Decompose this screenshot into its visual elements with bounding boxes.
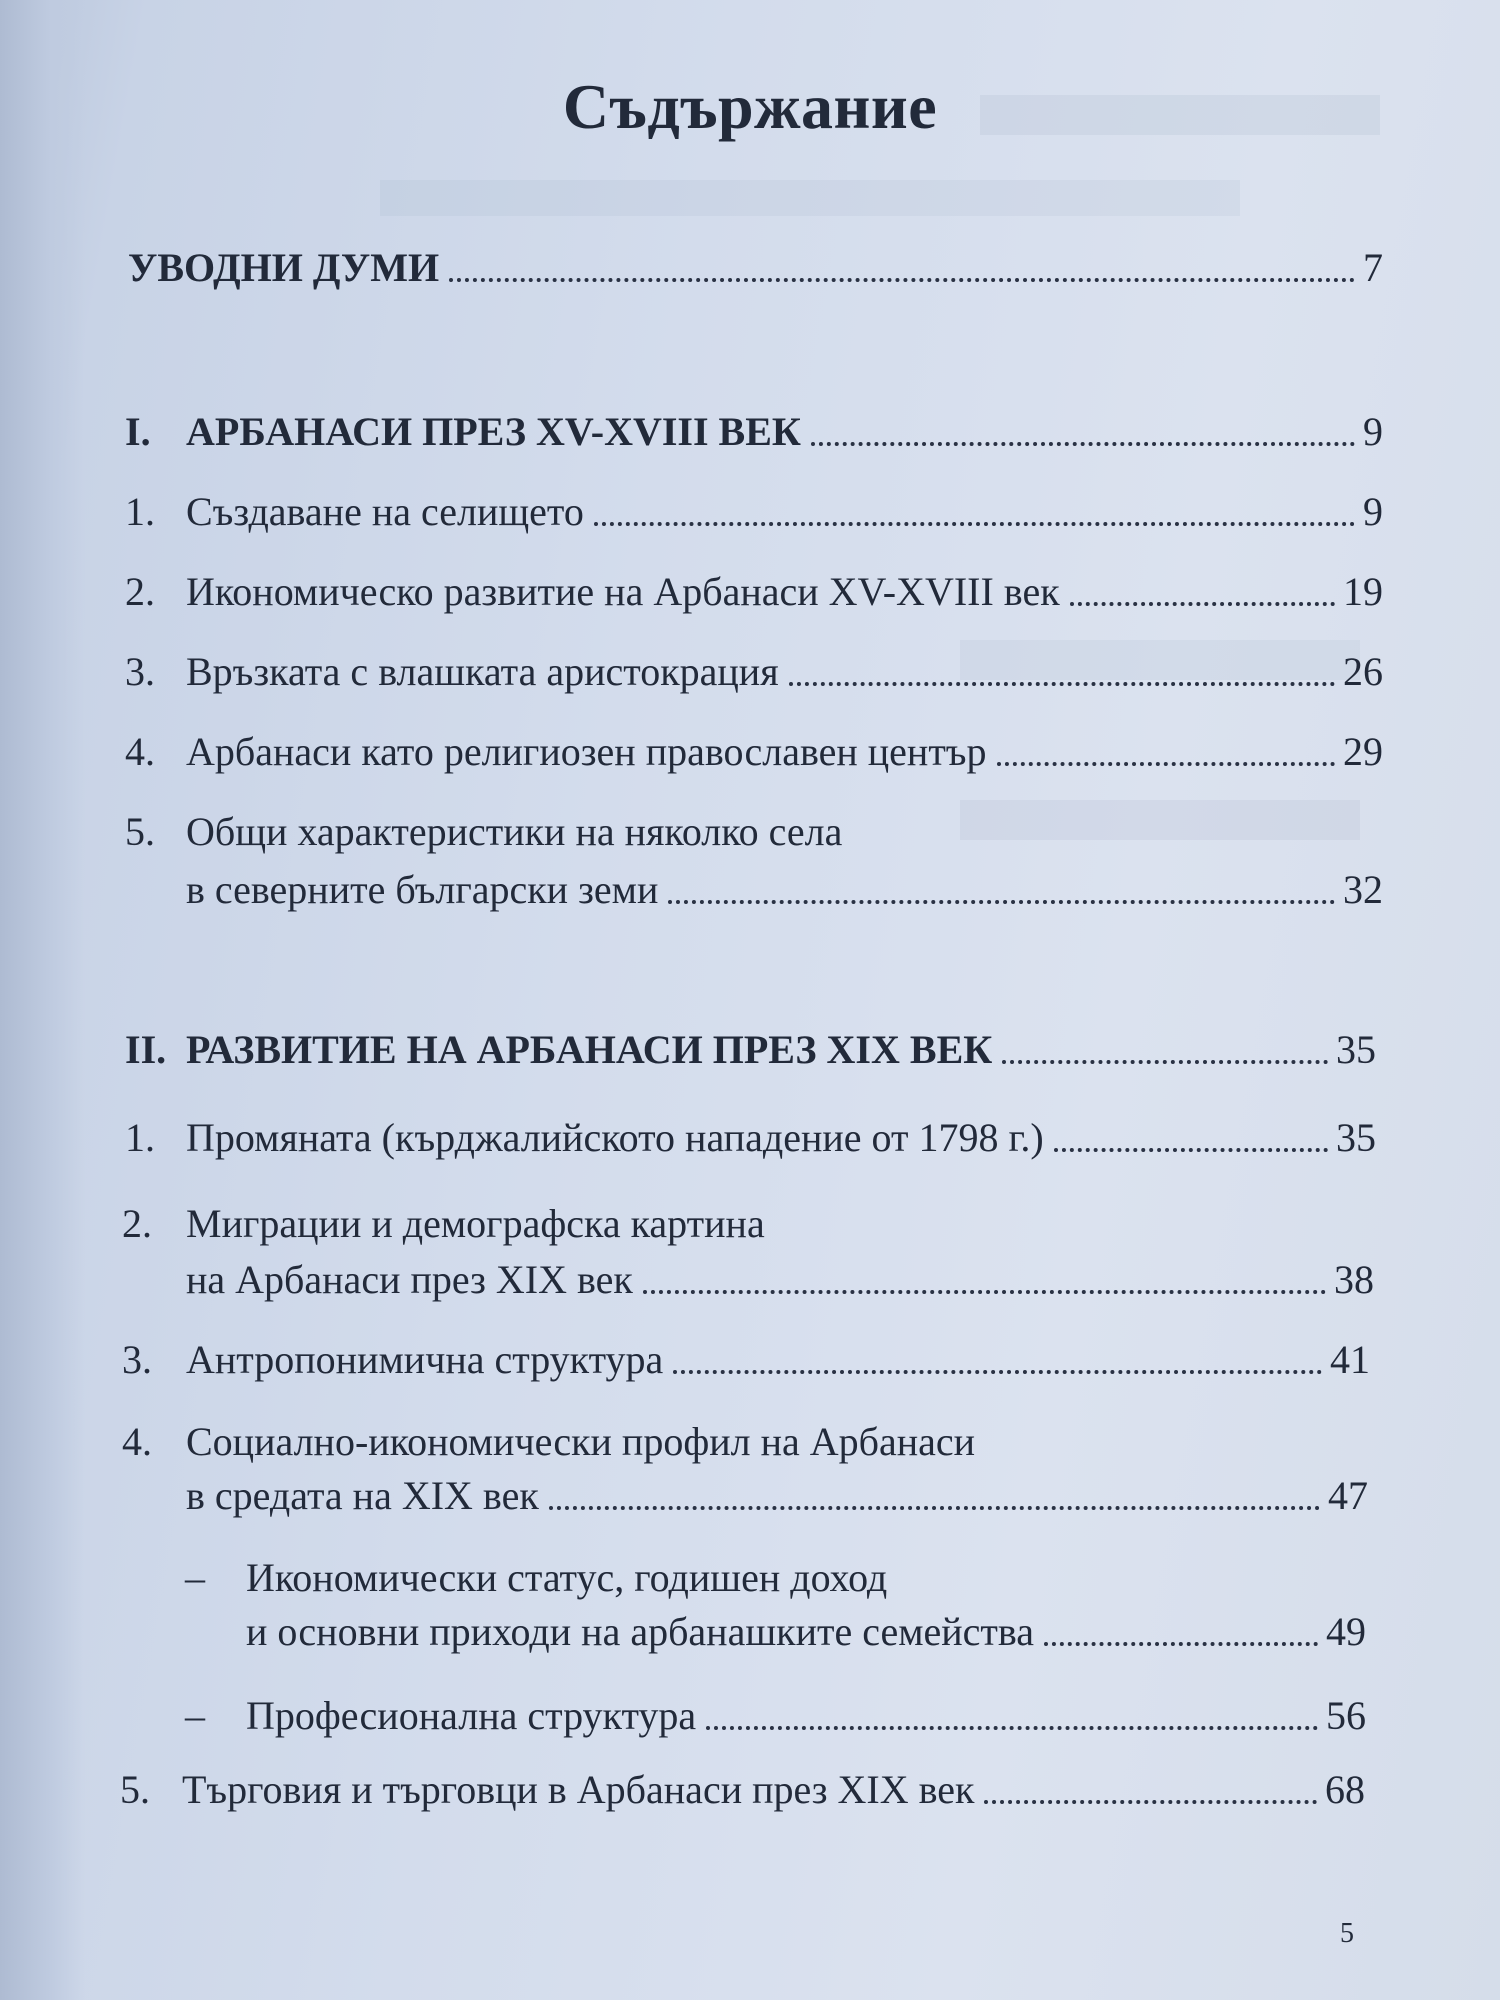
dot-leader	[673, 1370, 1322, 1374]
toc-entry[interactable]	[186, 1468, 1368, 1524]
toc-entry-label: в северните български земи	[186, 867, 659, 912]
toc-entry-page: 35	[1336, 1027, 1376, 1072]
toc-entry-label: Професионална структура	[246, 1693, 697, 1738]
toc-entry[interactable]	[186, 1332, 1370, 1388]
dot-leader	[668, 900, 1335, 904]
dot-leader	[1070, 602, 1335, 606]
toc-part-2[interactable]	[186, 1022, 1376, 1078]
toc-entry-label: на Арбанаси през XIX век	[186, 1257, 633, 1302]
dot-leader	[449, 278, 1355, 282]
toc-entry-page: 38	[1334, 1257, 1374, 1302]
dot-leader	[594, 522, 1355, 526]
dot-leader	[706, 1726, 1318, 1730]
toc-entry-label: Арбанаси като религиозен православен център	[186, 729, 987, 774]
page-shadow	[0, 0, 85, 2000]
toc-entry-page: 7	[1363, 245, 1383, 290]
dot-leader	[1044, 1642, 1318, 1646]
toc-entry-page: 56	[1326, 1693, 1366, 1738]
sub-item-dash: –	[185, 1693, 205, 1738]
toc-entry[interactable]	[182, 1762, 1365, 1818]
toc-sub-entry[interactable]	[246, 1604, 1366, 1660]
sub-item-dash: –	[185, 1555, 205, 1600]
toc-entry-page: 35	[1336, 1115, 1376, 1160]
toc-entry-label: РАЗВИТИЕ НА АРБАНАСИ ПРЕЗ XIX ВЕК	[186, 1027, 993, 1072]
dot-leader	[549, 1506, 1320, 1510]
toc-entry-page: 47	[1328, 1473, 1368, 1518]
toc-entry-page: 41	[1330, 1337, 1370, 1382]
dot-leader	[984, 1800, 1317, 1804]
toc-entry-label: Антропонимична структура	[186, 1337, 664, 1382]
item-number: 3.	[122, 1337, 152, 1382]
toc-entry-page: 32	[1343, 867, 1383, 912]
toc-entry-first-line: Миграции и демографска картина	[186, 1201, 765, 1246]
toc-entry-label: и основни приходи на арбанашките семейства	[246, 1609, 1035, 1654]
toc-entry-label: в средата на XIX век	[186, 1473, 539, 1518]
item-number: 5.	[125, 809, 155, 854]
dot-leader	[643, 1290, 1326, 1294]
toc-entry-label: Промяната (кърджалийското нападение от 1798 г.)	[186, 1115, 1044, 1160]
toc-entry-intro[interactable]	[128, 240, 1383, 296]
toc-entry-page: 26	[1343, 649, 1383, 694]
toc-entry[interactable]	[186, 484, 1383, 540]
toc-entry-page: 9	[1363, 489, 1383, 534]
page-title: Съдържание	[562, 71, 938, 142]
toc-entry[interactable]	[186, 862, 1383, 918]
toc-entry-first-line: Икономически статус, годишен доход	[246, 1555, 888, 1600]
toc-entry[interactable]	[186, 1252, 1374, 1308]
item-number: 2.	[122, 1201, 152, 1246]
toc-entry[interactable]	[186, 644, 1383, 700]
part-number: I.	[125, 409, 151, 454]
toc-entry-page: 9	[1363, 409, 1383, 454]
item-number: 1.	[125, 489, 155, 534]
toc-entry-label: Създаване на селището	[186, 489, 584, 534]
item-number: 5.	[120, 1767, 150, 1812]
bleed-through-4	[960, 800, 1360, 840]
item-number: 4.	[122, 1419, 152, 1464]
bleed-through-2	[380, 180, 1240, 216]
dot-leader	[789, 682, 1335, 686]
item-number: 4.	[125, 729, 155, 774]
toc-entry-label: АРБАНАСИ ПРЕЗ XV-XVIII ВЕК	[186, 409, 801, 454]
toc-entry[interactable]	[186, 564, 1383, 620]
toc-entry-page: 29	[1343, 729, 1383, 774]
toc-entry[interactable]	[186, 724, 1383, 780]
part-number: II.	[125, 1027, 167, 1072]
toc-entry-label: УВОДНИ ДУМИ	[128, 245, 440, 290]
toc-entry-first-line: Социално-икономически профил на Арбанаси	[186, 1419, 976, 1464]
toc-sub-entry[interactable]	[246, 1688, 1366, 1744]
dot-leader	[811, 442, 1355, 446]
toc-part-1[interactable]	[186, 404, 1383, 460]
toc-entry-page: 68	[1325, 1767, 1365, 1812]
item-number: 1.	[125, 1115, 155, 1160]
item-number: 3.	[125, 649, 155, 694]
dot-leader	[1054, 1148, 1328, 1152]
toc-entry-page: 49	[1326, 1609, 1366, 1654]
page-number: 5	[1340, 1918, 1354, 1949]
dot-leader	[997, 762, 1336, 766]
toc-entry-label: Търговия и търговци в Арбанаси през XIX век	[182, 1767, 975, 1812]
toc-entry-first-line: Общи характеристики на няколко села	[186, 809, 843, 854]
item-number: 2.	[125, 569, 155, 614]
dot-leader	[1002, 1060, 1328, 1064]
toc-entry[interactable]	[186, 1110, 1376, 1166]
toc-entry-label: Връзката с влашката аристокрация	[186, 649, 779, 694]
toc-entry-label: Икономическо развитие на Арбанаси XV-XVIII век	[186, 569, 1060, 614]
toc-entry-page: 19	[1343, 569, 1383, 614]
